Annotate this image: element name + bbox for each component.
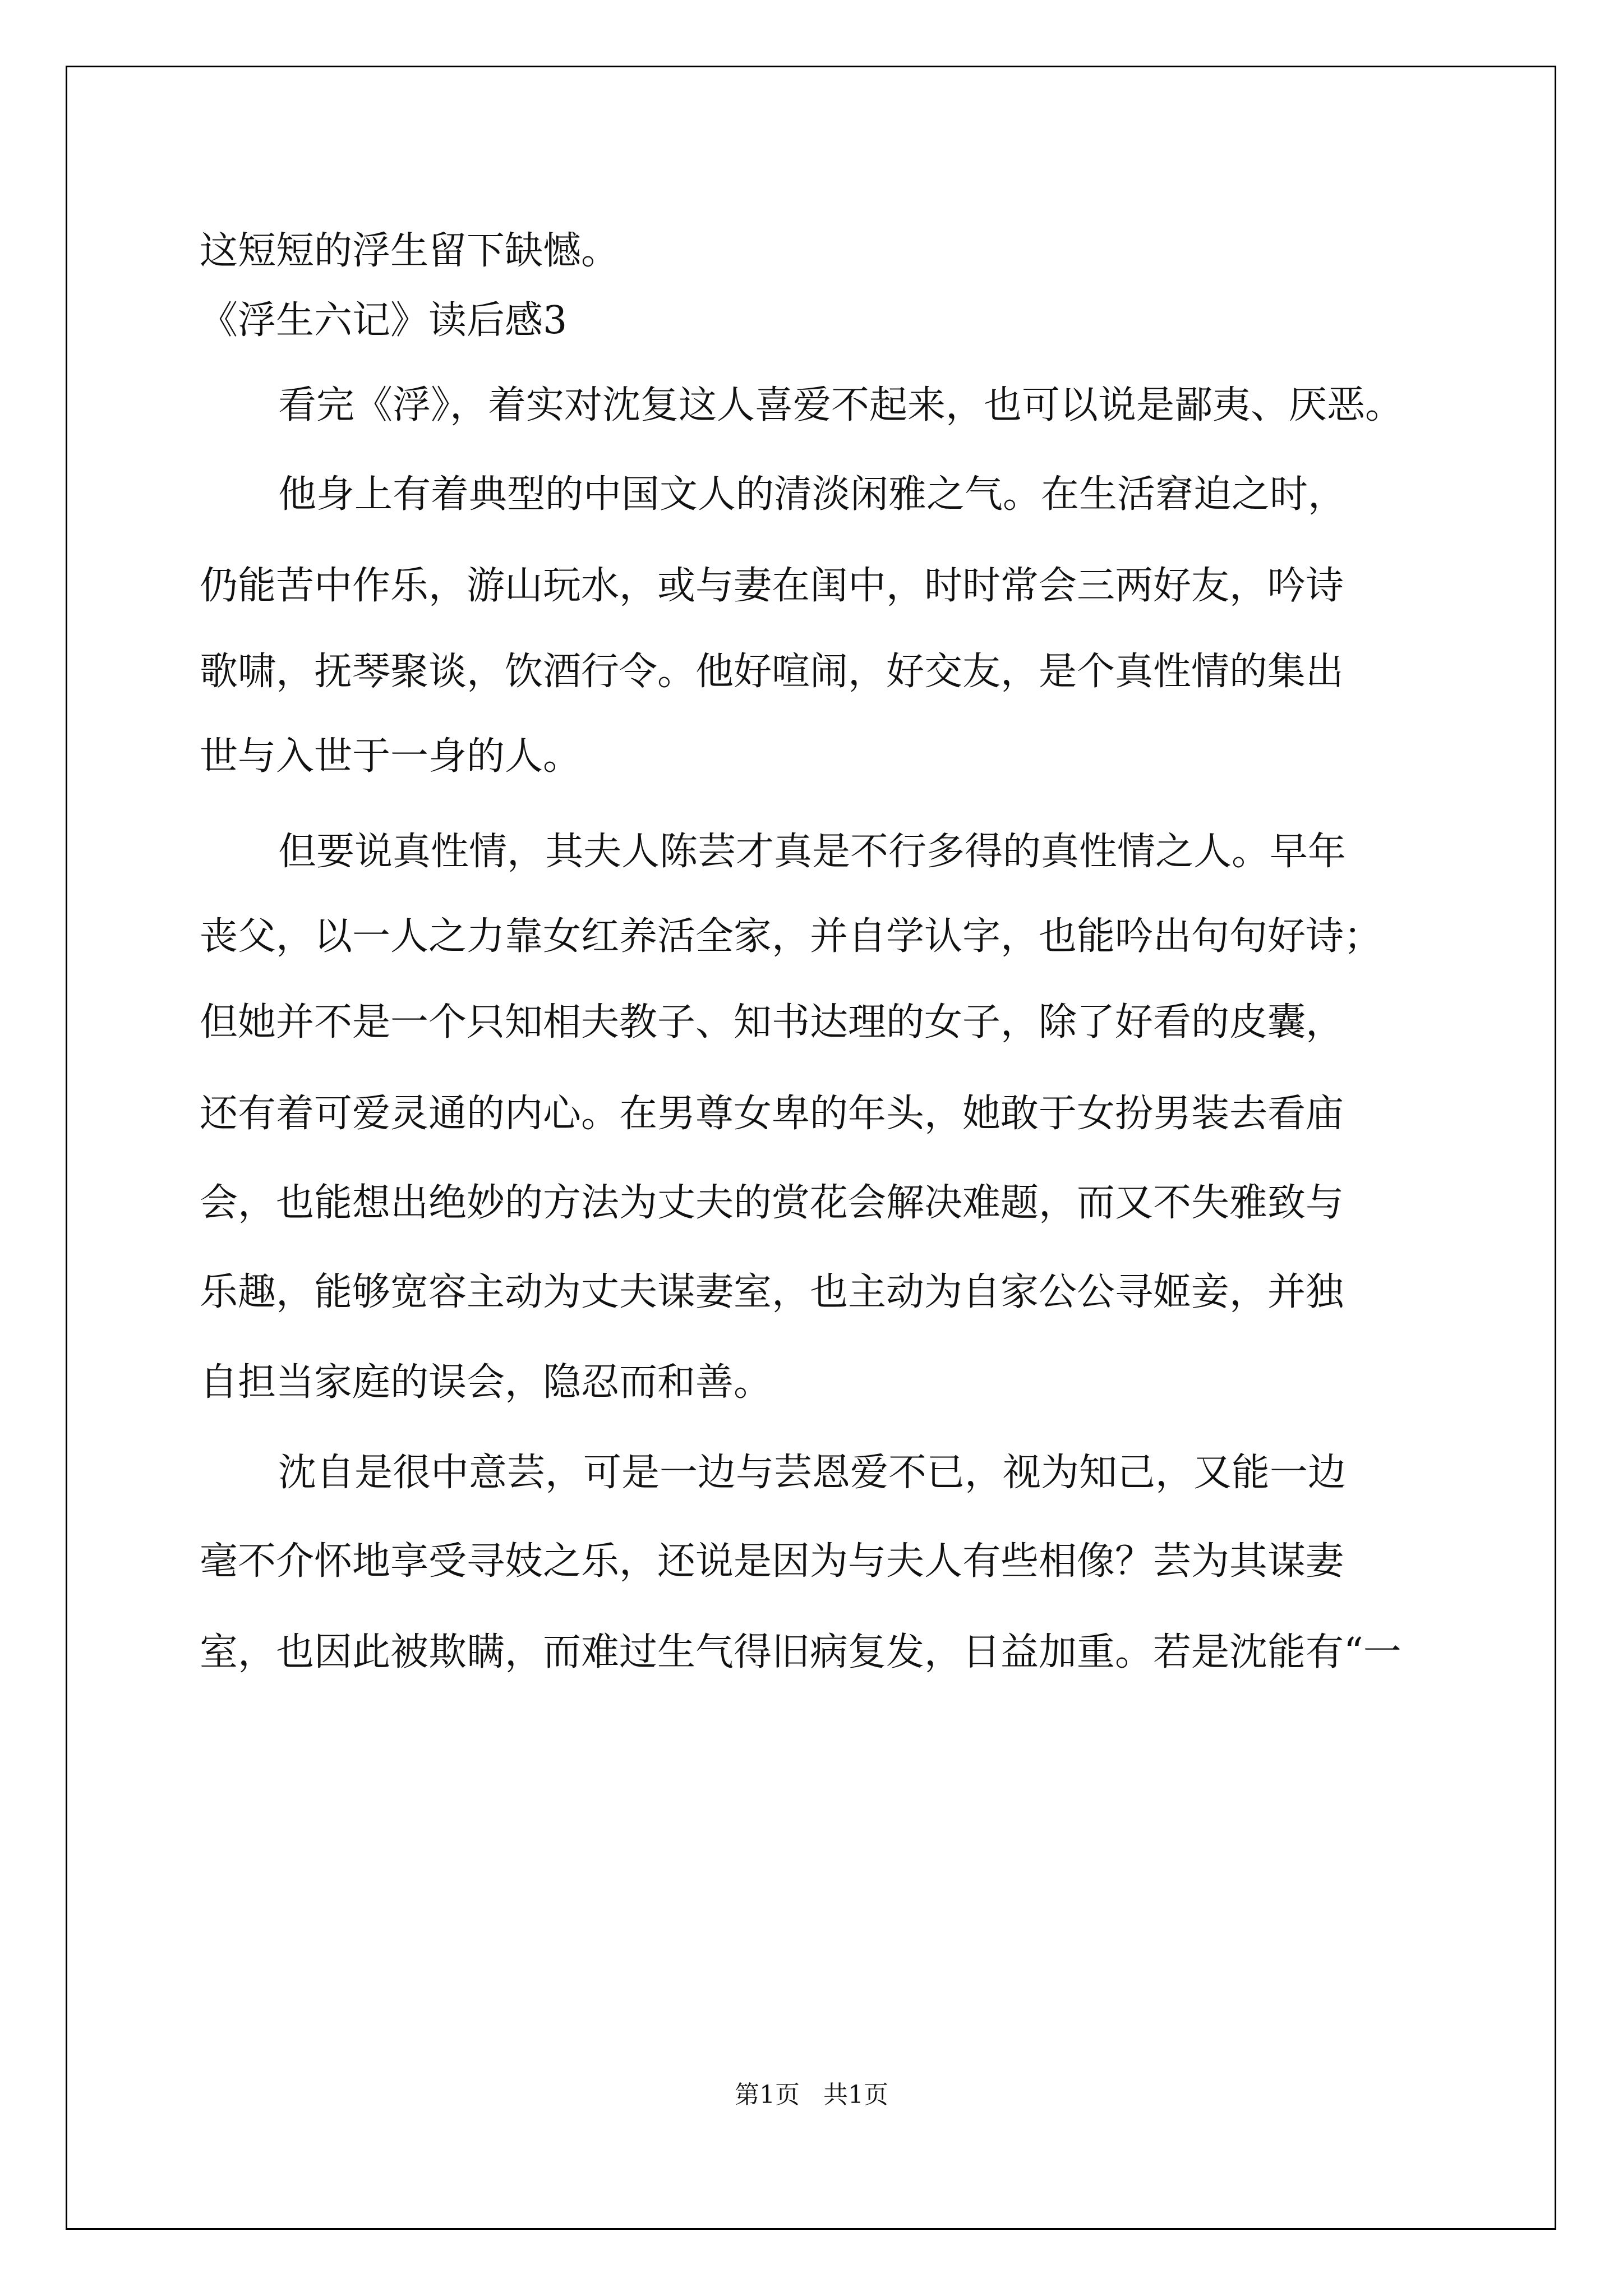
paragraph-line: 歌啸，抚琴聚谈，饮酒行令。他好喧闹，好交友，是个真性情的集出 [200,650,1344,694]
paragraph-line: 但她并不是一个只知相夫教子、知书达理的女子，除了好看的皮囊， [200,1000,1344,1045]
text-line: 这短短的浮生留下缺憾。 [200,229,620,273]
paragraph-line: 自担当家庭的误会，隐忍而和善。 [200,1360,772,1405]
paragraph-line: 世与入世于一身的人。 [200,734,582,779]
paragraph-line: 毫不介怀地享受寻妓之乐，还说是因为与夫人有些相像？芸为其谋妻 [200,1539,1344,1584]
paragraph-line: 看完《浮》，着实对沈复这人喜爱不起来，也可以说是鄙夷、厌恶。 [278,383,1404,427]
section-heading: 《浮生六记》读后感3 [200,298,568,343]
page-number: 第1页 [735,2081,800,2109]
paragraph-line: 还有着可爱灵通的内心。在男尊女卑的年头，她敢于女扮男装去看庙 [200,1092,1344,1136]
paragraph-line: 会，也能想出绝妙的方法为丈夫的赏花会解决难题，而又不失雅致与 [200,1181,1344,1225]
paragraph-line: 他身上有着典型的中国文人的清淡闲雅之气。在生活窘迫之时， [278,472,1347,517]
paragraph-line: 但要说真性情，其夫人陈芸才真是不行多得的真性情之人。早年 [278,830,1347,874]
paragraph-line: 丧父，以一人之力靠女红养活全家，并自学认字，也能吟出句句好诗； [200,914,1382,959]
page-footer [0,2078,1623,2112]
page-total: 共1页 [823,2081,888,2109]
paragraph-line: 仍能苦中作乐，游山玩水，或与妻在闺中，时时常会三两好友，吟诗 [200,564,1344,608]
paragraph-line: 沈自是很中意芸，可是一边与芸恩爱不已，视为知己，又能一边 [278,1451,1347,1495]
paragraph-line: 乐趣，能够宽容主动为丈夫谋妻室，也主动为自家公公寻姬妾，并独 [200,1270,1344,1314]
paragraph-line: 室，也因此被欺瞒，而难过生气得旧病复发，日益加重。若是沈能有“一 [200,1630,1401,1674]
